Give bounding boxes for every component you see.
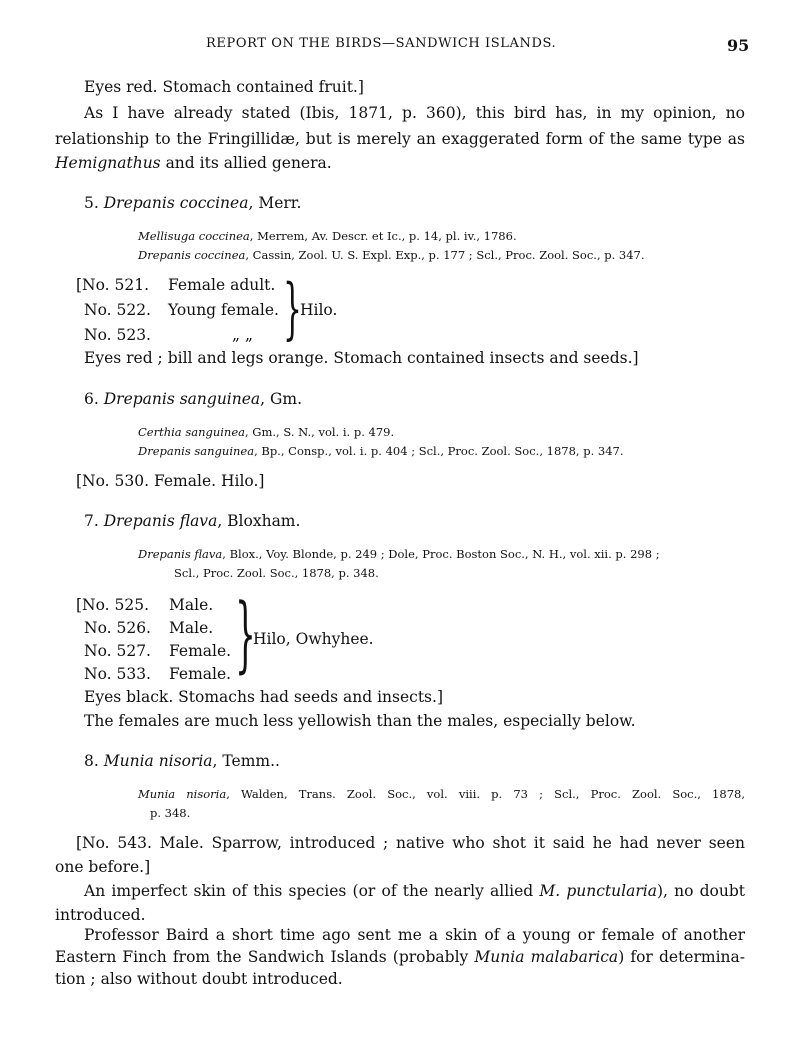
specimen-description: Female. <box>169 642 232 660</box>
paragraph-line: Eastern Finch from the Sandwich Islands (probably Munia malabarica) for determina- <box>55 948 745 966</box>
specimen-description: Female. <box>169 665 232 683</box>
right-brace-icon: } <box>235 587 256 682</box>
reference-line: Munia nisoria, Walden, Trans. Zool. Soc., vol. viii. p. 73 ; Scl., Proc. Zool. Soc., 1878, <box>138 787 745 801</box>
specimen-number: [No. 521. <box>76 276 150 294</box>
reference-line: Scl., Proc. Zool. Soc., 1878, p. 348. <box>174 566 379 580</box>
reference-line: Drepanis sanguinea, Bp., Consp., vol. i. p. 404 ; Scl., Proc. Zool. Soc., 1878, p. 347. <box>138 444 624 458</box>
species-heading: 8. Munia nisoria, Temm.. <box>84 752 280 770</box>
specimen-record: [No. 530. Female. Hilo.] <box>76 472 265 490</box>
specimen-number: No. 527. <box>84 642 151 660</box>
reference-line: Drepanis flava, Blox., Voy. Blonde, p. 249 ; Dole, Proc. Boston Soc., N. H., vol. xii. p. 298 ; <box>138 547 660 561</box>
paragraph-line: introduced. <box>55 906 146 924</box>
genus-name: Hemignathus <box>55 154 161 172</box>
species-name: Drepanis sanguinea <box>103 390 261 408</box>
notes: Eyes red ; bill and legs orange. Stomach contained insects and seeds.] <box>84 349 639 367</box>
reference-line: Mellisuga coccinea, Merrem, Av. Descr. et Ic., p. 14, pl. iv., 1786. <box>138 229 517 243</box>
running-header: REPORT ON THE BIRDS—SANDWICH ISLANDS. <box>206 36 557 51</box>
species-heading: 5. Drepanis coccinea, Merr. <box>84 194 302 212</box>
specimen-description: Young female. <box>168 301 279 319</box>
specimen-number: No. 526. <box>84 619 151 637</box>
locality: Hilo. <box>300 301 338 319</box>
reference-line: p. 348. <box>150 806 191 820</box>
paragraph-line: tion ; also without doubt introduced. <box>55 970 343 988</box>
paragraph-line: Professor Baird a short time ago sent me a skin of a young or female of another <box>84 926 745 944</box>
specimen-description: „ „ <box>232 326 253 344</box>
reference-line: Drepanis coccinea, Cassin, Zool. U. S. Expl. Exp., p. 177 ; Scl., Proc. Zool. Soc., p. 347. <box>138 248 645 262</box>
specimen-number: No. 522. <box>84 301 151 319</box>
intro-paragraph-line2: relationship to the Fringillidæ, but is merely an exaggerated form of the same type as <box>55 130 745 148</box>
notes: Eyes black. Stomachs had seeds and insects.] <box>84 688 443 706</box>
specimen-record: [No. 543. Male. Sparrow, introduced ; native who shot it said he had never seen <box>76 834 745 852</box>
species-name: Drepanis flava <box>103 512 218 530</box>
species-heading: 7. Drepanis flava, Bloxham. <box>84 512 301 530</box>
intro-line: Eyes red. Stomach contained fruit.] <box>84 78 364 96</box>
reference-line: Certhia sanguinea, Gm., S. N., vol. i. p. 479. <box>138 425 395 439</box>
species-heading: 6. Drepanis sanguinea, Gm. <box>84 390 303 408</box>
paragraph-line: An imperfect skin of this species (or of the nearly allied M. punctularia), no doubt <box>84 882 746 900</box>
locality: Hilo, Owhyhee. <box>253 630 374 648</box>
page-number: 95 <box>727 36 750 55</box>
specimen-number: No. 523. <box>84 326 151 344</box>
specimen-description: Male. <box>169 619 214 637</box>
specimen-number: [No. 525. <box>76 596 150 614</box>
specimen-record-cont: one before.] <box>55 858 151 876</box>
species-name: Munia nisoria <box>103 752 213 770</box>
specimen-number: No. 533. <box>84 665 151 683</box>
specimen-description: Male. <box>169 596 214 614</box>
specimen-description: Female adult. <box>168 276 276 294</box>
species-name: Drepanis coccinea <box>103 194 249 212</box>
right-brace-icon: } <box>283 270 302 347</box>
notes: The females are much less yellowish than the males, especially below. <box>84 712 636 730</box>
intro-paragraph-line3: Hemignathus and its allied genera. <box>55 154 332 172</box>
intro-paragraph-line1: As I have already stated (Ibis, 1871, p. 360), this bird has, in my opinion, no <box>84 104 745 122</box>
